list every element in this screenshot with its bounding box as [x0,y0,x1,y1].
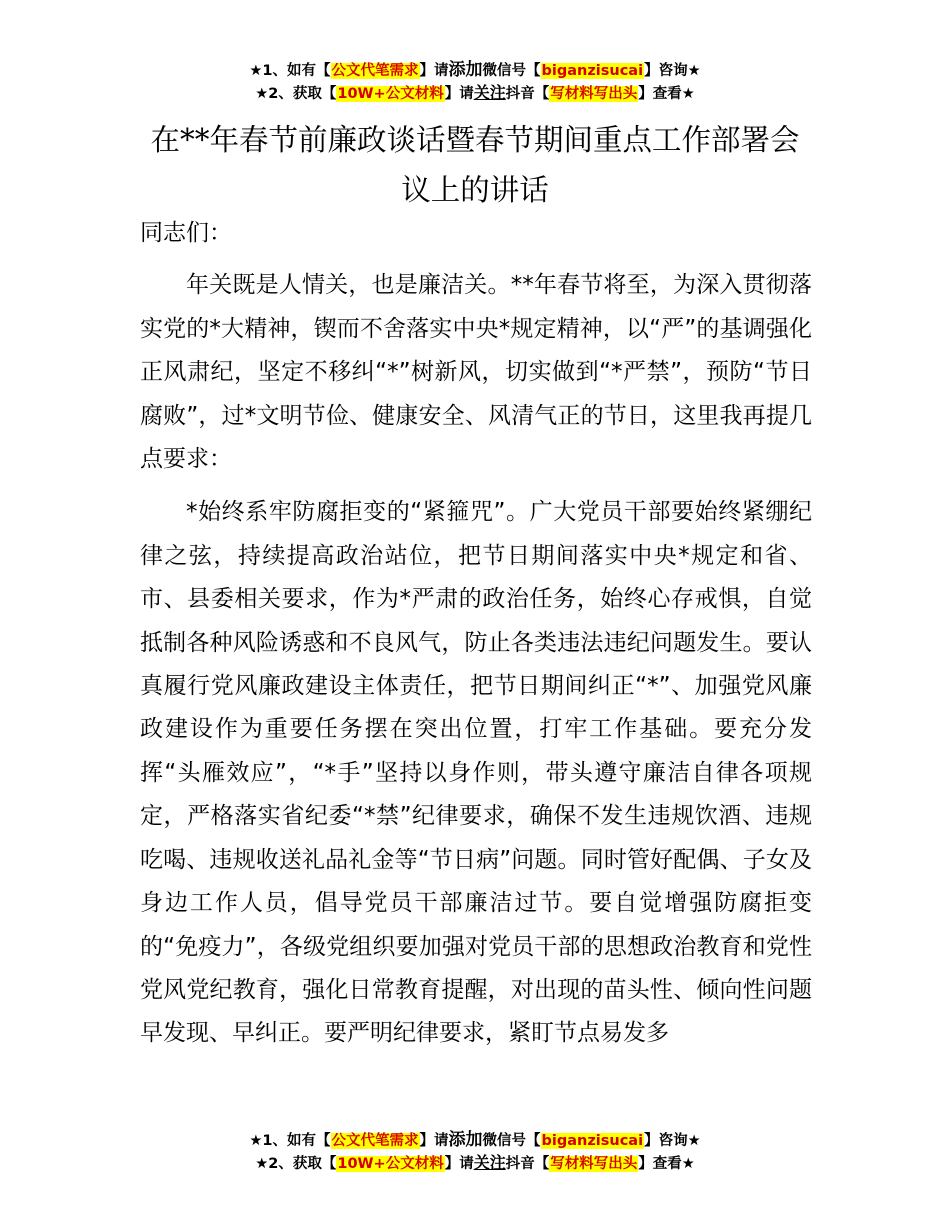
promo-banner-top [0,59,950,105]
promo-text: 】请 [444,86,474,102]
promo-highlight-wechat-id: biganzisucai [541,63,644,79]
promo-text: 抖音【 [505,1156,550,1172]
promo-line-2 [0,1152,950,1175]
promo-text: ★1、如有【 [249,63,331,79]
promo-text: 】咨询★ [644,63,701,79]
promo-text: 】请 [419,1133,449,1149]
paragraph-first-requirement: *始终系牢防腐拒变的“紧箍咒”。广大党员干部要始终紧绷纪律之弦，持续提高政治站位，把节日期间落实中央*规定和省、市、县委相关要求，作为*严肃的政治任务，始终心存戒惧，自觉抵制各种风险诱惑和不良风气，防止各类违法违纪问题发生。要认真履行党风廉政建设主体责任，把节日期间纠正“*”、加强党风廉政建设作为重要任务摆在突出位置，打牢工作基础。要充分发挥“头雁效应”，“*手”坚持以身作则，带头遵守廉洁自律各项规定，严格落实省纪委“*禁”纪律要求，确保不发生违规饮酒、违规吃喝、违规收送礼品礼金等“节日病”问题。同时管好配偶、子女及身边工作人员，倡导党员干部廉洁过节。要自觉增强防腐拒变的“免疫力”，各级党组织要加强对党员干部的思想政治教育和党性党风党纪教育，强化日常教育提醒，对出现的苗头性、倾向性问题早发现、早纠正。要严明纪律要求，紧盯节点易发多 [140,499,812,1047]
promo-emphasis-add: 添加 [448,1130,483,1150]
promo-line-1 [0,1129,950,1152]
promo-text: 】请 [444,1156,474,1172]
promo-text: ★2、获取【 [255,1156,337,1172]
promo-text: ★2、获取【 [255,86,337,102]
document-body [140,212,812,1066]
promo-highlight-douyin: 写材料写出头 [550,1156,638,1172]
promo-emphasis-follow: 关注 [473,83,506,102]
promo-emphasis-follow: 关注 [473,1153,506,1172]
promo-line-2 [0,82,950,105]
promo-highlight-materials: 10W+公文材料 [337,1156,444,1172]
promo-banner-bottom [0,1129,950,1175]
promo-text: 抖音【 [505,86,550,102]
promo-text: 微信号【 [482,1133,541,1149]
promo-highlight-ghostwriting: 公文代笔需求 [331,63,419,79]
promo-text: ★1、如有【 [249,1133,331,1149]
promo-text: 】咨询★ [644,1133,701,1149]
promo-text: 】查看★ [638,86,695,102]
promo-text: 】查看★ [638,1156,695,1172]
greeting: 同志们： [140,220,232,246]
document-title: 在**年春节前廉政谈话暨春节期间重点工作部署会议上的讲话 [150,123,800,207]
paragraph-intro: 年关既是人情关，也是廉洁关。**年春节将至，为深入贯彻落实党的*大精神，锲而不舍落实中央*规定精神，以“严”的基调强化正风肃纪，坚定不移纠“*”树新风，切实做到“*严禁”，预防“节日腐败”，过*文明节俭、健康安全、风清气正的节日，这里我再提几点要求： [140,272,812,473]
promo-text: 微信号【 [482,63,541,79]
promo-highlight-douyin: 写材料写出头 [550,86,638,102]
promo-highlight-ghostwriting: 公文代笔需求 [331,1133,419,1149]
promo-highlight-materials: 10W+公文材料 [337,86,444,102]
promo-emphasis-add: 添加 [448,60,483,80]
promo-highlight-wechat-id: biganzisucai [541,1133,644,1149]
promo-text: 】请 [419,63,449,79]
promo-line-1 [0,59,950,82]
